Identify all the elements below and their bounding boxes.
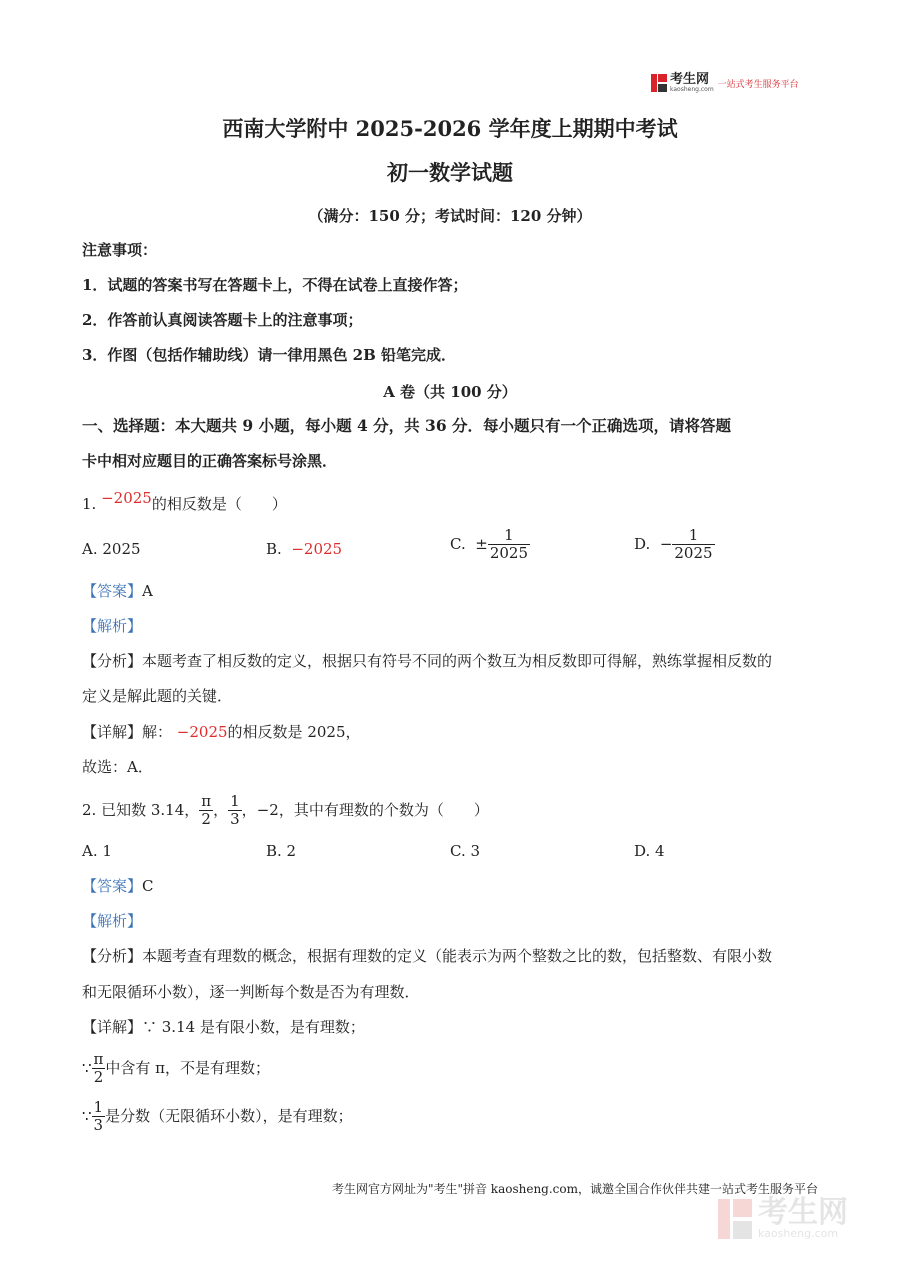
kaosheng-logo-icon	[651, 74, 667, 92]
q2-detail-third-fraction: $\frac{1}{3}$	[93, 1098, 104, 1134]
q1-option-d-fraction: $\frac{1}{2025}$	[674, 526, 713, 562]
exam-subject: 初一数学试题	[387, 160, 513, 185]
part1-instructions-cont: 卡中相对应题目的正确答案标号涂黑．	[82, 452, 338, 470]
section-title: A 卷（共 100 分）	[383, 383, 517, 401]
question-2-stem: 2. 已知数 3.14， $\frac{\pi}{2}$ ， $\frac{1}{3}$ ， −2 ，其中有理数的个数为（ ）	[82, 792, 489, 828]
part1-instructions: 一、选择题：本大题共 9 小题，每小题 4 分，共 36 分．每小题只有一个正确选项，请将答题	[82, 416, 732, 435]
q2-fenxi: 【分析】本题考查有理数的概念，根据有理数的定义（能表示为两个整数之比的数，包括整数、有限小数	[82, 947, 773, 965]
footer-text: 考生网官方网址为"考生"拼音 kaosheng.com，诚邀全国合作伙伴共建一站式考生服务平台	[331, 1182, 818, 1196]
q2-detail-2: ∵ $\frac{\pi}{2}$ 中含有 π，不是有理数；	[82, 1050, 271, 1086]
q2-option-c: C. 3	[450, 842, 481, 860]
q2-detail-3: ∵ $\frac{1}{3}$ 是分数（无限循环小数），是有理数；	[82, 1098, 353, 1134]
q1-answer: 【答案】A	[82, 582, 153, 600]
q1-fenxi: 【分析】本题考查了相反数的定义，根据只有符号不同的两个数互为相反数即可得解，熟练掌握相反数的	[82, 652, 773, 670]
q1-analysis-tag: 【解析】	[82, 617, 143, 635]
watermark-logo-icon	[718, 1199, 752, 1239]
q2-detail-pi-fraction: $\frac{\pi}{2}$	[93, 1050, 104, 1086]
logo-domain: kaosheng.com	[670, 86, 714, 93]
q1-number: −2025	[101, 489, 152, 507]
q2-option-d: D. 4	[634, 842, 665, 860]
exam-title: 西南大学附中 2025-2026 学年度上期期中考试	[222, 116, 678, 141]
q1-option-c-fraction: $\frac{1}{2025}$	[489, 526, 529, 562]
q2-third-fraction: $\frac{1}{3}$	[230, 792, 240, 828]
q1-option-a: A. 2025	[82, 540, 141, 558]
logo-slogan: 一站式考生服务平台	[717, 79, 799, 90]
notice-heading: 注意事项：	[82, 241, 158, 259]
q2-pi-fraction: $\frac{\pi}{2}$	[201, 792, 212, 828]
notice-item: 3．作图（包括作辅助线）请一律用黑色 2B 铅笔完成．	[82, 346, 456, 364]
q2-option-b: B. 2	[266, 842, 297, 860]
notice-item: 2．作答前认真阅读答题卡上的注意事项；	[82, 311, 363, 329]
watermark-domain: kaosheng.com	[758, 1227, 839, 1240]
q1-option-c: C. ± $\frac{1}{2025}$	[450, 526, 529, 562]
exam-meta: （满分：150 分；考试时间：120 分钟）	[308, 207, 592, 225]
watermark-name: 考生网	[758, 1195, 848, 1230]
header-logo	[651, 72, 799, 94]
q2-analysis-tag: 【解析】	[82, 912, 143, 930]
question-1-stem: 1. −2025的相反数是（ ）	[82, 489, 287, 513]
notice-item: 1．试题的答案书写在答题卡上，不得在试卷上直接作答；	[82, 276, 468, 294]
logo-name: 考生网	[670, 72, 710, 87]
q1-fenxi-cont: 定义是解此题的关键．	[82, 687, 233, 705]
q2-answer: 【答案】C	[82, 877, 154, 895]
q2-detail-1: 【详解】∵ 3.14 是有限小数，是有理数；	[82, 1018, 365, 1036]
watermark	[718, 1195, 848, 1240]
q1-detail: 【详解】解： −2025的相反数是 2025，	[82, 723, 361, 741]
q2-option-a: A. 1	[82, 842, 112, 860]
q1-option-b: B. −2025	[266, 540, 343, 558]
q2-fenxi-cont: 和无限循环小数），逐一判断每个数是否为有理数．	[82, 983, 420, 1001]
q1-option-d: D. − $\frac{1}{2025}$	[634, 526, 713, 562]
q1-choose: 故选：A．	[82, 758, 153, 776]
